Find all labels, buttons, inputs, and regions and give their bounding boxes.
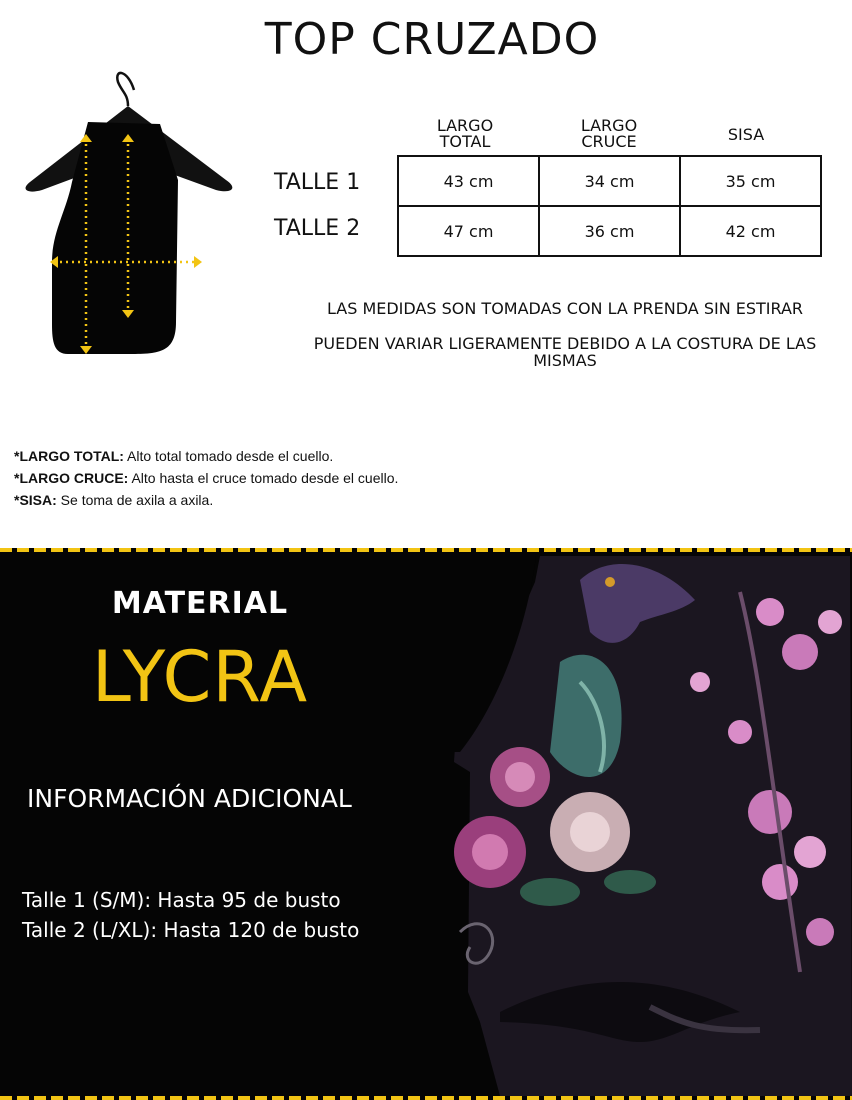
column-header-line: TOTAL (439, 132, 491, 151)
material-label: MATERIAL (111, 586, 289, 621)
material-value: LYCRA (91, 636, 309, 718)
page-title: TOP CRUZADO (264, 14, 600, 65)
table-cell: 42 cm (680, 206, 821, 256)
column-header-line: SISA (727, 125, 765, 144)
table-row (398, 206, 821, 256)
definitions-list (14, 445, 398, 511)
column-header-sisa (691, 127, 801, 143)
column-header-largo-cruce (554, 118, 664, 150)
table-cell: 43 cm (398, 156, 539, 206)
definition-item (14, 467, 398, 489)
material-section (0, 548, 852, 1100)
table-row (398, 156, 821, 206)
column-header-line: LARGO (436, 116, 494, 135)
additional-info-title: INFORMACIÓN ADICIONAL (27, 784, 352, 813)
dashed-border-bottom (0, 1096, 852, 1100)
definition-term: *SISA: (14, 492, 57, 508)
size-info-line: Talle 2 (L/XL): Hasta 120 de busto (22, 918, 360, 942)
column-header-line: CRUCE (581, 132, 637, 151)
table-cell: 34 cm (539, 156, 680, 206)
definition-item (14, 489, 398, 511)
size-chart-section (0, 0, 852, 548)
column-header-largo-total (410, 118, 520, 150)
definition-term: *LARGO CRUCE: (14, 470, 129, 486)
row-label-talle-1: TALLE 1 (274, 170, 361, 195)
definition-text: Se toma de axila a axila. (56, 492, 214, 508)
definition-text: Alto hasta el cruce tomado desde el cuello. (128, 470, 399, 486)
table-cell: 35 cm (680, 156, 821, 206)
hanger-top-diagram-icon (10, 62, 245, 362)
size-table (397, 155, 822, 257)
printed-top-photo (440, 552, 852, 1096)
column-header-line: LARGO (580, 116, 638, 135)
table-cell: 47 cm (398, 206, 539, 256)
row-label-talle-2: TALLE 2 (274, 216, 361, 241)
definition-text: Alto total tomado desde el cuello. (123, 448, 334, 464)
table-cell: 36 cm (539, 206, 680, 256)
variation-note: PUEDEN VARIAR LIGERAMENTE DEBIDO A LA COSTURA DE LAS MISMAS (313, 334, 817, 370)
measurement-note: LAS MEDIDAS SON TOMADAS CON LA PRENDA SIN ESTIRAR (326, 299, 804, 318)
size-info-line: Talle 1 (S/M): Hasta 95 de busto (22, 888, 341, 912)
definition-term: *LARGO TOTAL: (14, 448, 124, 464)
definition-item (14, 445, 398, 467)
